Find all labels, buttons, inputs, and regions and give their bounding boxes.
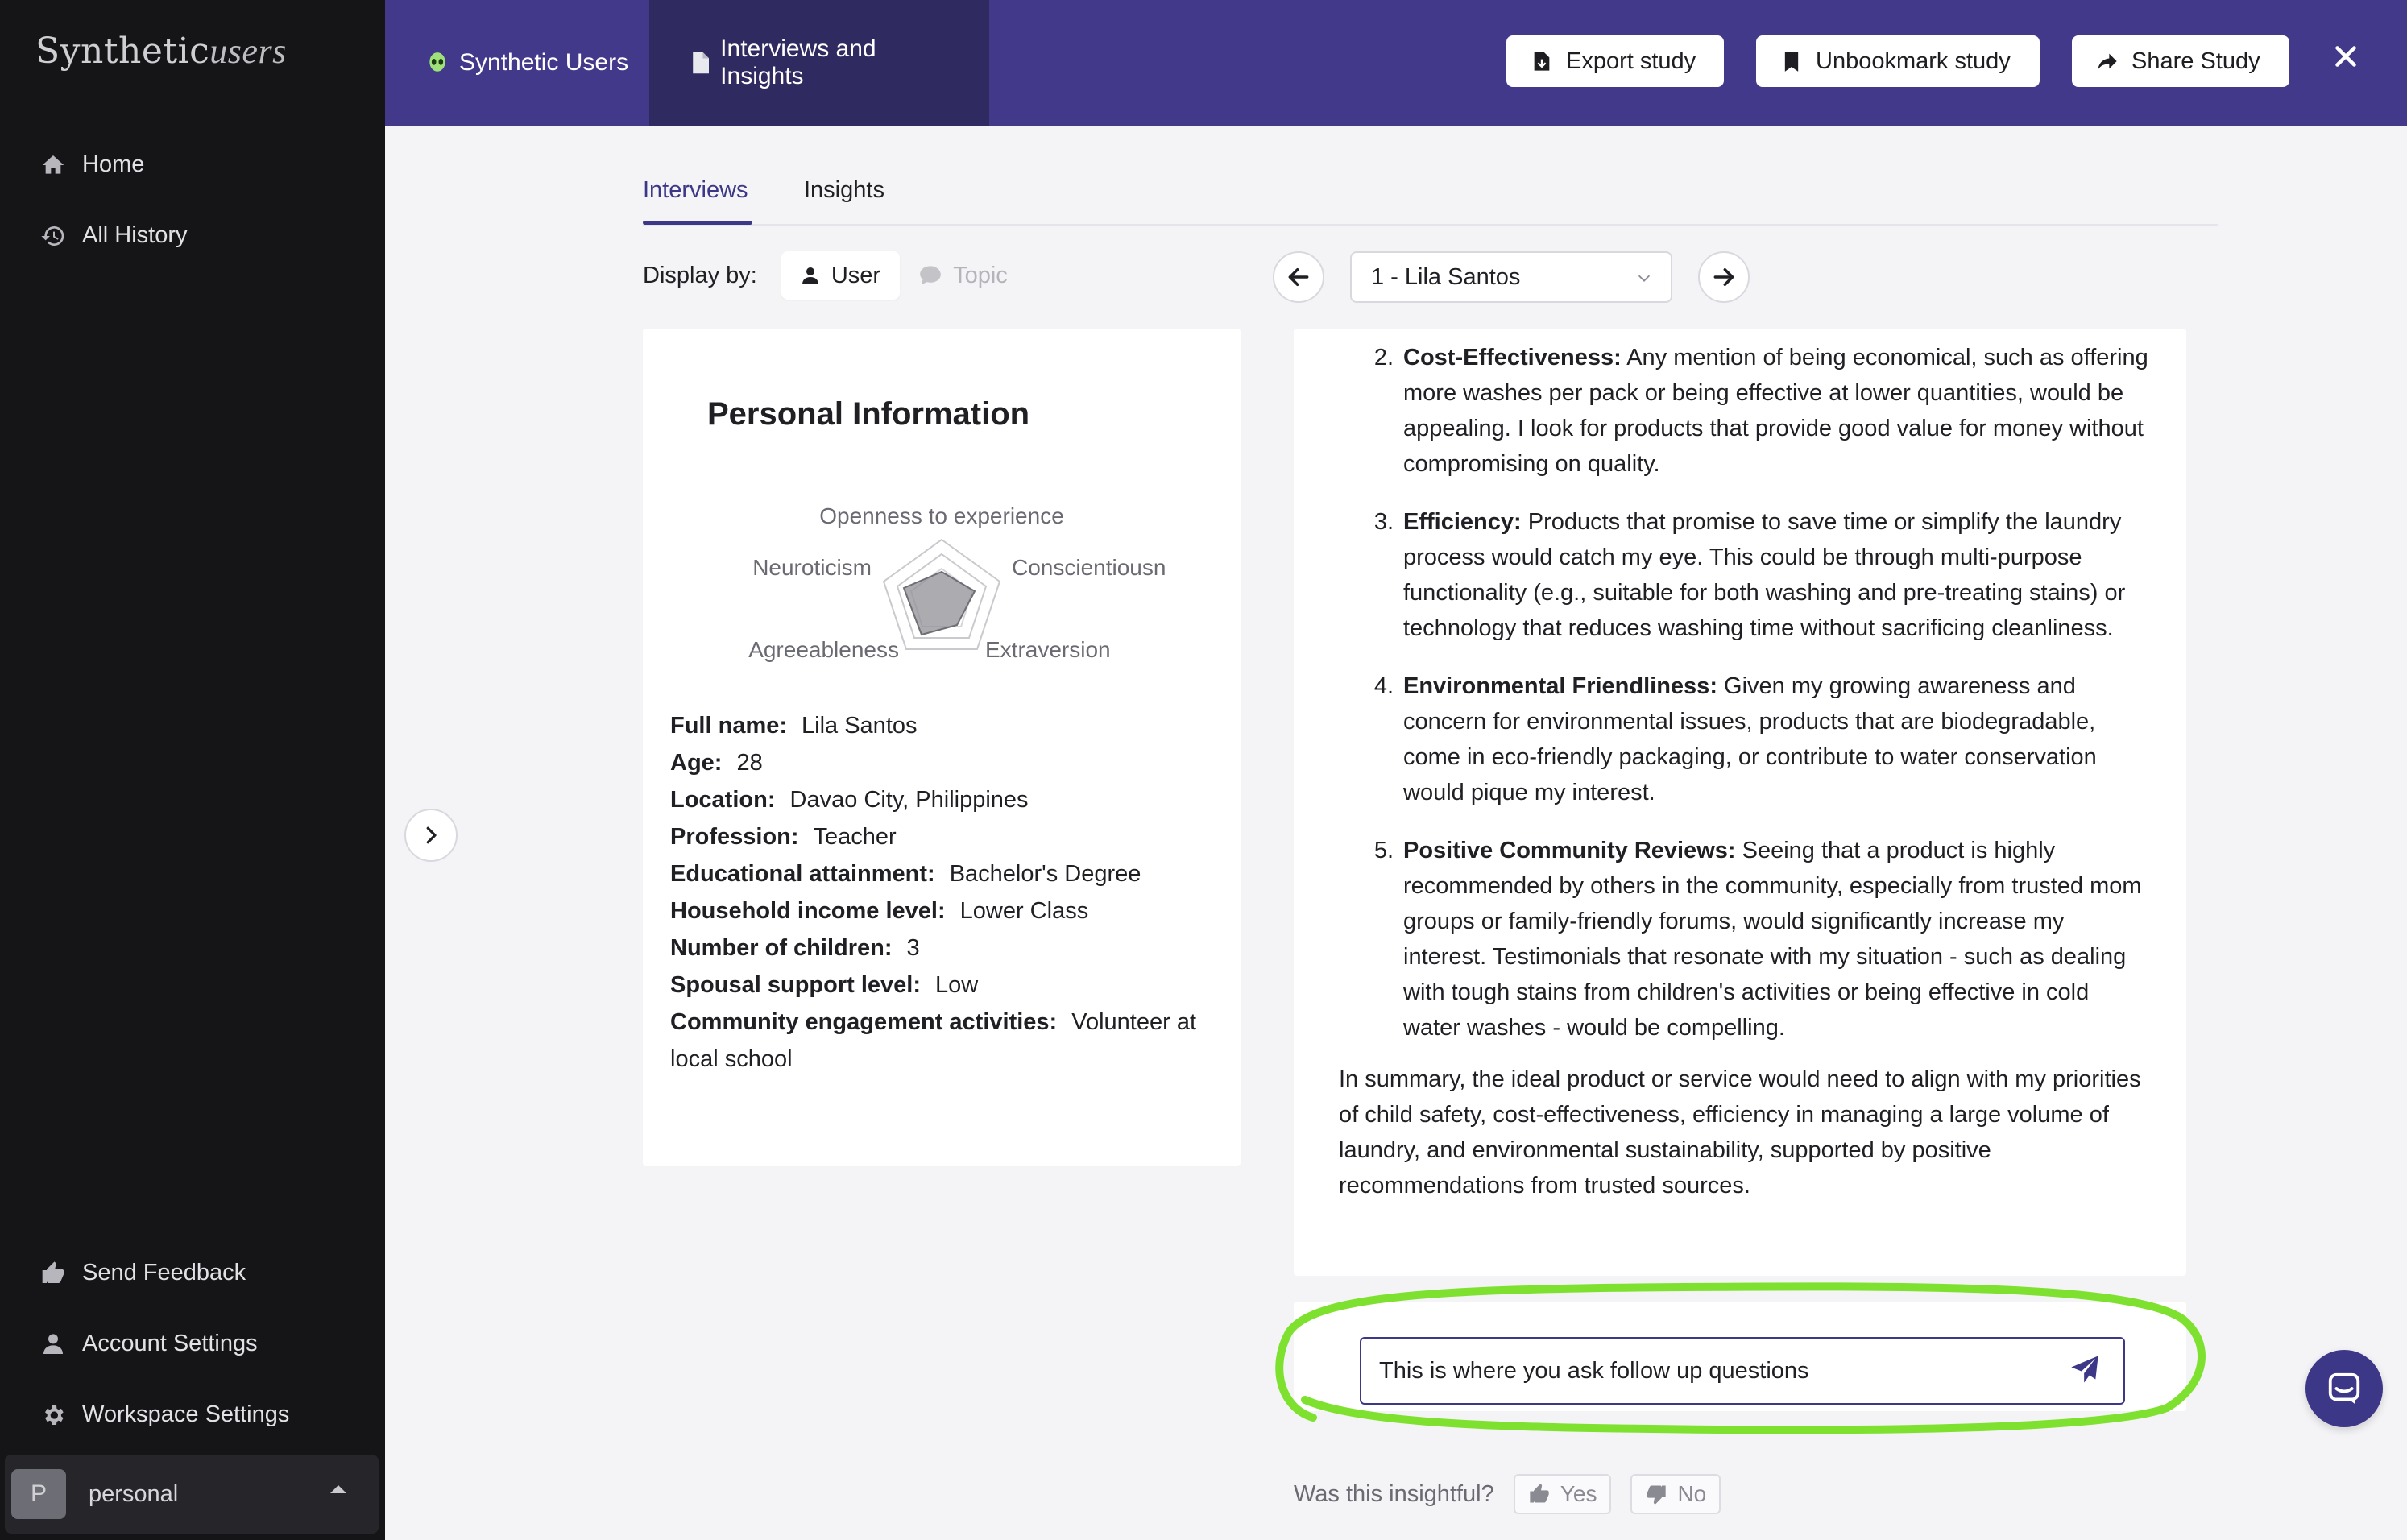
tab-insights[interactable]: Insights xyxy=(804,177,884,203)
unbookmark-study-button[interactable] xyxy=(1756,35,2040,87)
button-label: Export study xyxy=(1566,48,1696,74)
comment-icon xyxy=(919,265,942,286)
button-label: User xyxy=(831,262,881,288)
field-education: Educational attainment: Bachelor's Degree xyxy=(670,861,1141,887)
user-icon xyxy=(801,265,820,286)
personal-info-title: Personal Information xyxy=(707,396,1030,432)
sidebar-item-label: Account Settings xyxy=(82,1331,258,1356)
display-by-control xyxy=(643,251,1027,300)
sidebar-item-label: Workspace Settings xyxy=(82,1401,290,1427)
personality-radar-chart xyxy=(643,482,1241,675)
expand-panel-button[interactable] xyxy=(404,809,458,862)
field-profession: Profession: Teacher xyxy=(670,824,897,850)
home-icon xyxy=(40,152,66,178)
sidebar-item-workspace-settings[interactable] xyxy=(40,1401,289,1428)
tab-label: Interviews and Insights xyxy=(720,35,876,89)
button-label: No xyxy=(1677,1481,1707,1506)
export-study-button[interactable] xyxy=(1506,35,1724,87)
logo-script-text: users xyxy=(209,31,287,71)
vote-no-button[interactable] xyxy=(1630,1474,1721,1514)
content-tabs xyxy=(643,150,2218,226)
radar-label-conscientiousness: Conscientiousn xyxy=(1012,555,1166,580)
tab-label: Synthetic Users xyxy=(459,49,629,76)
followup-container xyxy=(1294,1302,2186,1411)
list-item: 2. Cost-Effectiveness: Any mention of being economical, such as offering more washes per pack or being effective at lower quantities, would be appealing. I look for products that provide good value for money without compromising on quality. xyxy=(1373,345,2148,477)
alien-icon xyxy=(427,52,448,74)
display-by-label: Display by: xyxy=(643,262,757,288)
active-tab-indicator xyxy=(643,221,752,225)
next-user-button[interactable] xyxy=(1698,251,1750,303)
sidebar-item-label: Send Feedback xyxy=(82,1260,246,1285)
top-bar xyxy=(385,0,2407,126)
field-age: Age: 28 xyxy=(670,750,763,776)
radar-label-agreeableness: Agreeableness xyxy=(748,637,899,662)
previous-user-button[interactable] xyxy=(1273,251,1324,303)
field-community-engagement: Community engagement activities: Volunteer at local school xyxy=(670,1009,1197,1072)
tab-synthetic-users[interactable] xyxy=(385,0,670,126)
display-toggle xyxy=(781,251,1027,300)
arrow-right-icon xyxy=(1711,264,1737,290)
radar-label-openness: Openness to experience xyxy=(819,503,1064,528)
followup-question-input[interactable] xyxy=(1360,1337,2125,1405)
logo-main-text: Synthetic xyxy=(35,31,210,72)
workspace-avatar: P xyxy=(11,1469,66,1519)
thumbs-up-icon xyxy=(1528,1483,1551,1505)
user-icon xyxy=(40,1331,66,1357)
sidebar-item-label: Home xyxy=(82,151,145,177)
answer-summary: In summary, the ideal product or service would need to align with my priorities of child safety, cost-effectiveness, efficiency in managing a large volume of laundry, and environmental sustainability, supported by positive recommendations from trusted sources. xyxy=(1339,1066,2141,1198)
main-content xyxy=(385,126,2407,1540)
interview-answer-panel xyxy=(1294,329,2186,1276)
button-label: Topic xyxy=(953,262,1008,288)
arrow-left-icon xyxy=(1286,264,1311,290)
button-label: Unbookmark study xyxy=(1816,48,2011,74)
list-item: 5. Positive Community Reviews: Seeing that a product is highly recommended by others in the community, especially from trusted mom groups or family-friendly forums, would significantly increase my interest. Testimonials that resonate with my situation - such as dealing with tough stains from children's activities or being effective in cold water washes - would be compelling. xyxy=(1373,838,2142,1041)
answer-list xyxy=(1339,340,2152,1068)
app-logo[interactable] xyxy=(35,31,287,72)
button-label: Yes xyxy=(1560,1481,1597,1506)
sidebar-item-home[interactable] xyxy=(40,151,144,178)
sidebar xyxy=(0,0,385,1540)
share-study-button[interactable] xyxy=(2072,35,2289,87)
gear-icon xyxy=(40,1402,66,1428)
vote-yes-button[interactable] xyxy=(1514,1474,1612,1514)
sidebar-item-label: All History xyxy=(82,222,188,248)
chevron-down-icon xyxy=(1635,269,1653,287)
field-children: Number of children: 3 xyxy=(670,935,920,961)
button-label: Share Study xyxy=(2132,48,2260,74)
tab-interviews[interactable]: Interviews xyxy=(643,177,748,203)
close-icon[interactable] xyxy=(2331,42,2360,71)
field-spousal-support: Spousal support level: Low xyxy=(670,972,979,998)
display-user-button[interactable] xyxy=(781,251,900,300)
share-icon xyxy=(2096,50,2119,72)
workspace-name: personal xyxy=(89,1480,179,1507)
history-icon xyxy=(40,223,66,249)
field-location: Location: Davao City, Philippines xyxy=(670,787,1029,813)
user-select[interactable] xyxy=(1350,251,1672,303)
list-item: 4. Environmental Friendliness: Given my growing awareness and concern for environmental issues, products that are biodegradable, come in eco-friendly packaging, or contribute to water conservation would pique my interest. xyxy=(1373,673,2097,805)
chevron-right-icon xyxy=(419,823,443,847)
field-income: Household income level: Lower Class xyxy=(670,898,1089,924)
sidebar-item-send-feedback[interactable] xyxy=(40,1260,246,1286)
send-icon[interactable] xyxy=(2069,1353,2101,1385)
radar-label-extraversion: Extraversion xyxy=(985,637,1111,662)
field-full-name: Full name: Lila Santos xyxy=(670,713,918,739)
sidebar-item-account-settings[interactable] xyxy=(40,1331,258,1357)
bookmark-icon xyxy=(1780,50,1803,72)
list-item: 3. Efficiency: Products that promise to save time or simplify the laundry process would catch my eye. This could be through multi-purpose functionality (e.g., suitable for both washing and pre-treating stains) or technology that reduces washing time without sacrificing cleanliness. xyxy=(1373,509,2126,641)
file-download-icon xyxy=(1531,50,1553,72)
thumbs-up-icon xyxy=(40,1261,66,1286)
display-topic-button[interactable] xyxy=(900,251,1027,300)
selected-user-value: 1 - Lila Santos xyxy=(1371,263,1521,290)
thumbs-down-icon xyxy=(1645,1483,1668,1505)
insightful-question: Was this insightful? xyxy=(1294,1480,1494,1507)
tab-interviews-and-insights[interactable] xyxy=(649,0,989,126)
chat-icon xyxy=(2326,1370,2363,1407)
personal-info-card xyxy=(643,329,1241,1166)
radar-data-shape xyxy=(904,572,975,635)
support-chat-button[interactable] xyxy=(2306,1350,2383,1427)
workspace-switcher[interactable] xyxy=(5,1455,379,1534)
insightful-feedback xyxy=(1294,1474,1721,1514)
personal-info-fields xyxy=(670,707,1202,1078)
sidebar-item-all-history[interactable] xyxy=(40,222,188,249)
document-icon xyxy=(691,52,709,74)
radar-label-neuroticism: Neuroticism xyxy=(752,555,872,580)
caret-up-icon xyxy=(330,1485,346,1493)
